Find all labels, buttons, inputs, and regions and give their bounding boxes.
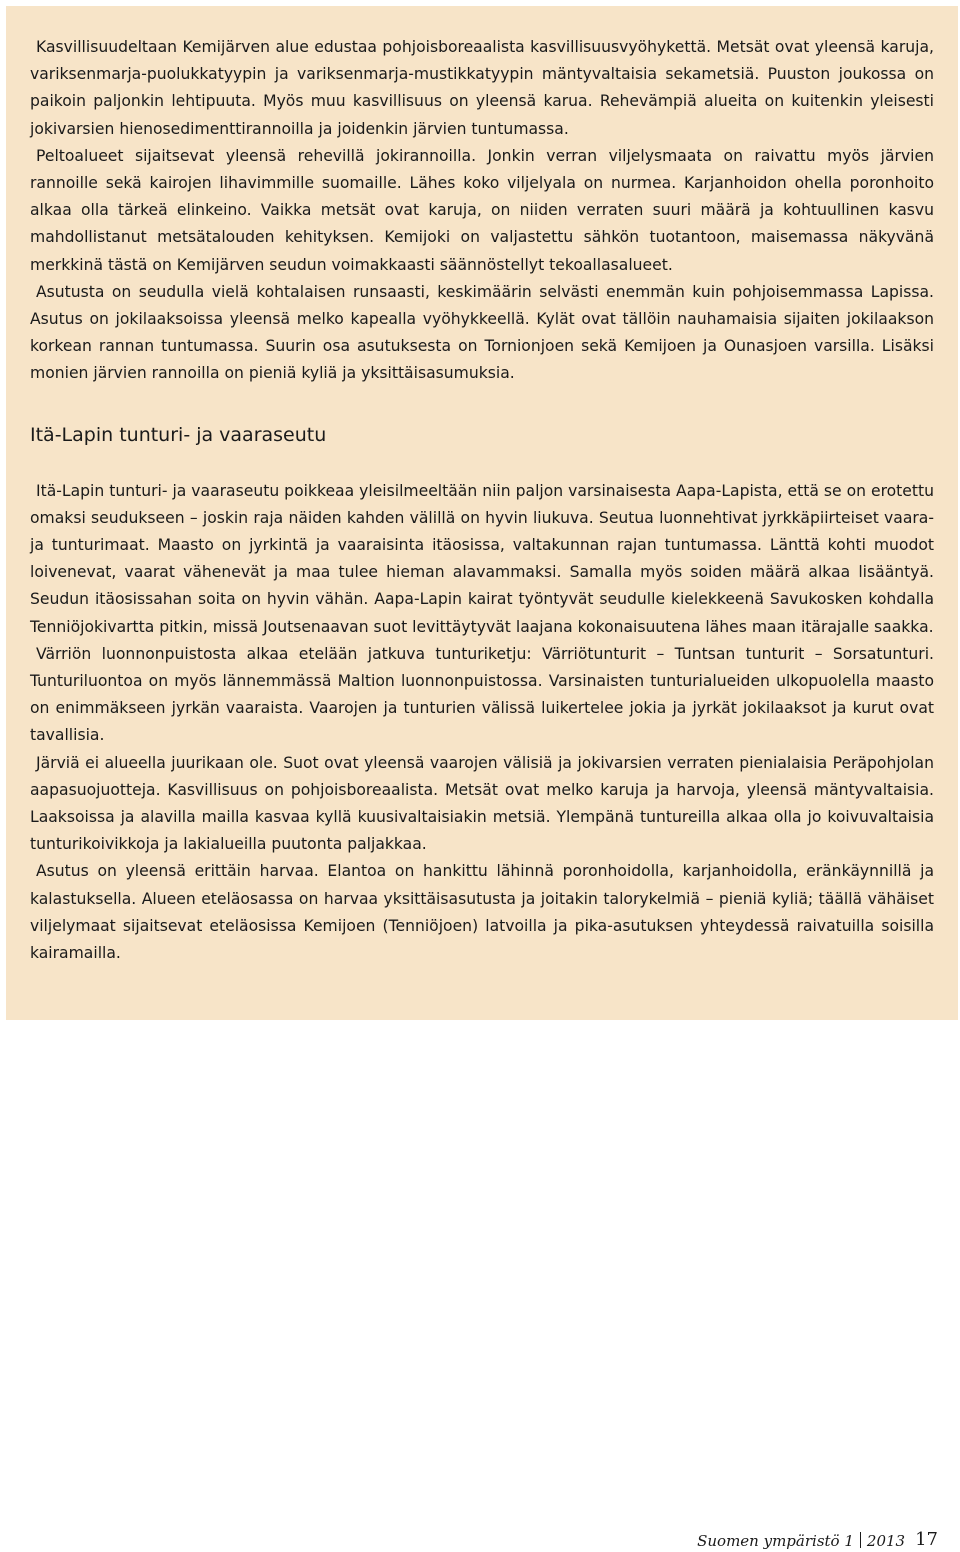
- paragraph: Asutus on yleensä erittäin harvaa. Elantoa on hankittu lähinnä poronhoidolla, karjanhoidolla, eränkäynnillä ja kalastuksella. Alueen eteläosassa on harvaa yksittäisasutusta ja joitakin talorykelmiä – pieniä kyliä; täällä vähäiset viljelymaat sijaitsevat eteläosissa Kemijoen (Tenniöjoen) latvoilla ja pika-asutuksen yhteydessä raivatuilla soisilla kairamailla.: [30, 862, 934, 963]
- paragraph: Kasvillisuudeltaan Kemijärven alue edustaa pohjoisboreaalista kasvillisuusvyöhykettä. Metsät ovat yleensä karuja, variksenmarja-puolukkatyypin ja variksenmarja-mustikkatyypin mäntyvaltaisia sekametsiä. Puuston joukossa on paikoin paljonkin lehtipuuta. Myös muu kasvillisuus on yleensä karua. Rehevämpiä alueita on kuitenkin yleisesti jokivarsien hienosedimenttirannoilla ja joidenkin järvien tuntumassa.: [30, 38, 934, 138]
- text-panel: [6, 6, 958, 1020]
- page-number: 17: [915, 1529, 938, 1550]
- publication-title: Suomen ympäristö: [697, 1532, 840, 1550]
- paragraph: Asutusta on seudulla vielä kohtalaisen runsaasti, keskimäärin selvästi enemmän kuin pohjoisemmassa Lapissa. Asutus on jokilaaksoissa yleensä melko kapealla vyöhykkeellä. Kylät ovat tällöin nauhamaisia sijaiten jokilaakson korkean rannan tuntumassa. Suurin osa asutuksesta on Tornionjoen sekä Kemijoen ja Ounasjoen varsilla. Lisäksi monien järvien rannoilla on pieniä kyliä ja yksittäisasumuksia.: [30, 282, 934, 383]
- separator: [860, 1532, 861, 1548]
- paragraph: Värriön luonnonpuistosta alkaa etelään jatkuva tunturiketju: Värriötunturit – Tuntsan tunturit – Sorsatunturi. Tunturiluontoa on myös lännemmässä Maltion luonnonpuistossa. Varsinaisten tunturialueiden ulkopuolella maasto on enimmäkseen jyrkän vaaraista. Vaarojen ja tunturien välissä luikertelee jokia ja jyrkät jokilaaksot ja kurut ovat tavallisia.: [30, 644, 934, 745]
- page-footer: [697, 1529, 938, 1550]
- paragraph: Peltoalueet sijaitsevat yleensä rehevillä jokirannoilla. Jonkin verran viljelysmaata on raivattu myös järvien rannoille sekä kairojen lihavimmille suomaille. Lähes koko viljelyala on nurmea. Karjanhoidon ohella poronhoito alkaa olla tärkeä elinkeino. Vaikka metsät ovat karuja, on niiden verraten suuri määrä ja kohtuullinen kasvu mahdollistanut metsätalouden kehityksen. Kemijoki on valjastettu sähkön tuotantoon, maisemassa näkyvänä merkkinä tästä on Kemijärven seudun voimakkaasti säännöstellyt tekoallasalueet.: [30, 146, 934, 274]
- issue-number: 1: [844, 1532, 854, 1550]
- paragraph: Itä-Lapin tunturi- ja vaaraseutu poikkeaa yleisilmeeltään niin paljon varsinaisesta Aapa-Lapista, että se on erotettu omaksi seudukseen – joskin raja näiden kahden välillä on hyvin liukuva. Seutua luonnehtivat jyrkkäpiirteiset vaara- ja tunturimaat. Maasto on jyrkintä ja vaaraisinta itäosissa, valtakunnan rajan tuntumassa. Länttä kohti muodot loivenevat, vaarat vähenevät ja maa tulee hieman alavammaksi. Samalla myös soiden määrä alkaa lisääntyä. Seudun itäosissahan soita on hyvin vähän. Aapa-Lapin kairat työntyvät seudulle kielekkeenä Savukosken kohdalla Tenniöjokivartta pitkin, missä Joutsenaavan suot levittäytyvät laajana kokonaisuutena lähes maan itärajalle saakka.: [30, 481, 934, 636]
- paragraph: Järviä ei alueella juurikaan ole. Suot ovat yleensä vaarojen välisiä ja jokivarsien verraten pienialaisia Peräpohjolan aapasuojuotteja. Kasvillisuus on pohjoisboreaalista. Metsät ovat melko karuja ja harvoja, yleensä mäntyvaltaisia. Laaksoissa ja alavilla mailla kasvaa kyllä kuusivaltaisiakin metsiä. Ylempänä tuntureilla alkaa olla jo koivuvaltaisia tunturikoivikkoja ja lakialueilla puutonta paljakkaa.: [30, 753, 934, 854]
- footer-publication: [697, 1532, 905, 1550]
- publication-year: 2013: [866, 1532, 906, 1550]
- section-heading: Itä-Lapin tunturi- ja vaaraseutu: [30, 423, 327, 446]
